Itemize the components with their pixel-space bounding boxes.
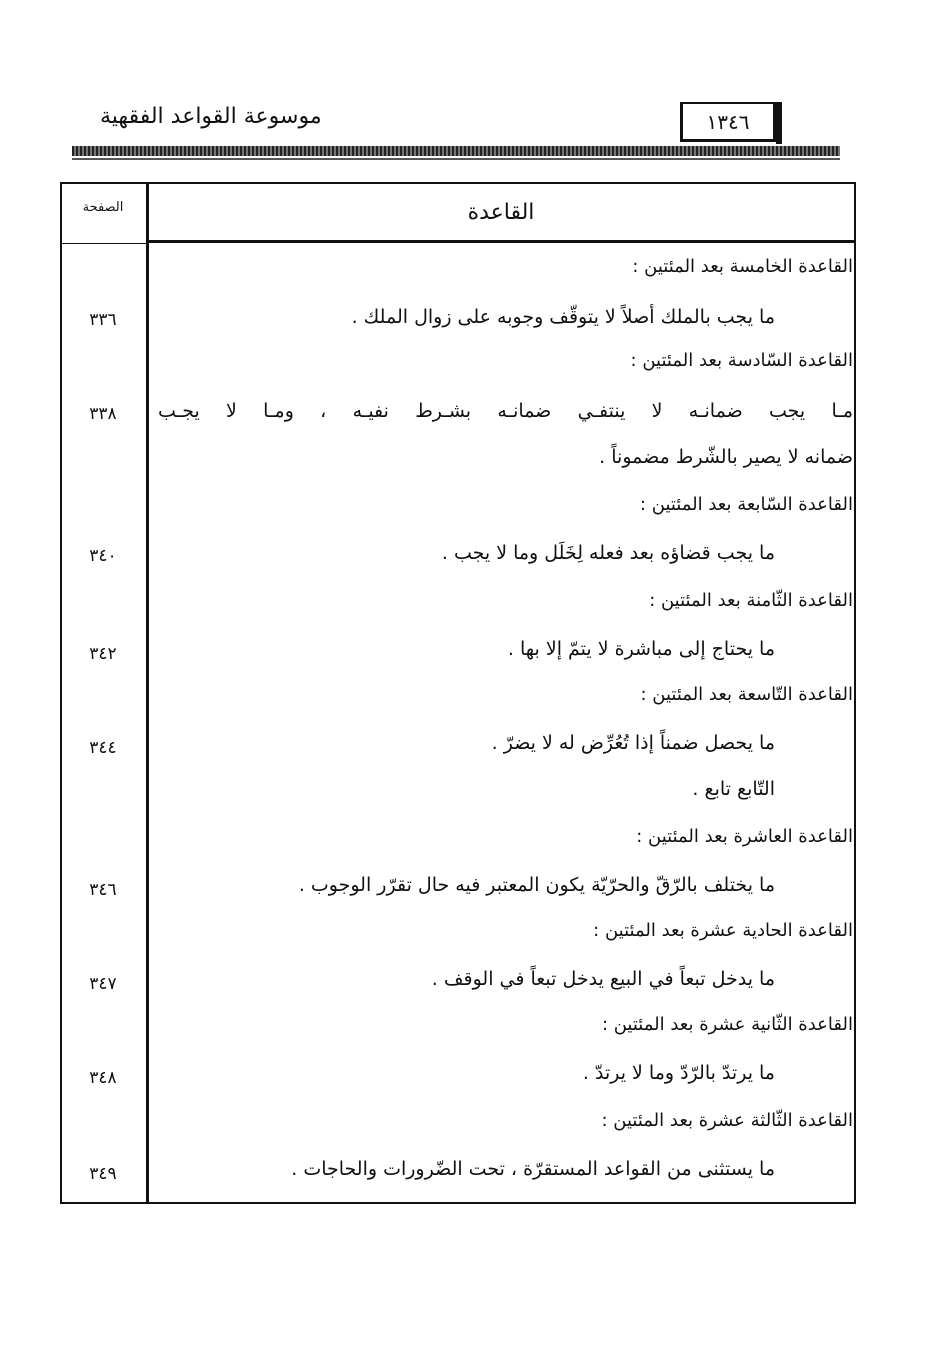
book-title: موسوعة القواعد الفقهية bbox=[100, 104, 322, 129]
rule-heading: القاعدة الثّالثة عشرة بعد المئتين : bbox=[601, 1110, 853, 1131]
page-ref: ٣٤٩ bbox=[89, 1164, 117, 1184]
rule-text: ما يختلف بالرّقّ والحرّيّة يكون المعتبر فيه حال تقرّر الوجوب . bbox=[298, 874, 775, 896]
header-rule bbox=[72, 146, 840, 156]
rule-heading: القاعدة العاشرة بعد المئتين : bbox=[636, 826, 853, 847]
page-column-header: الصفحة bbox=[82, 200, 124, 215]
page-ref: ٣٤٧ bbox=[89, 974, 117, 994]
page-ref: ٣٤٦ bbox=[89, 880, 117, 900]
page-ref: ٣٤٠ bbox=[89, 546, 117, 566]
rule-heading: القاعدة الثّامنة بعد المئتين : bbox=[649, 590, 853, 611]
rule-text: ما يجب بالملك أصلاً لا يتوقّف وجوبه على زوال الملك . bbox=[351, 306, 775, 328]
page-ref: ٣٣٨ bbox=[89, 404, 117, 424]
rule-text: ما يحصل ضمناً إذا تُعُرِّض له لا يضرّ . bbox=[491, 732, 775, 754]
page-ref: ٣٤٤ bbox=[89, 738, 117, 758]
rule-text: ما يستثنى من القواعد المستقرّة ، تحت الضّرورات والحاجات . bbox=[291, 1158, 775, 1180]
rule-text: ما يدخل تبعاً في البيع يدخل تبعاً في الوقف . bbox=[431, 968, 775, 990]
rule-text: ما يرتدّ بالرّدّ وما لا يرتدّ . bbox=[582, 1062, 775, 1084]
rule-text: مـا يجب ضمانـه لا ينتفـي ضمانـه بشـرط نفيـه ، ومـا لا يجـب bbox=[158, 400, 853, 422]
rule-text-continued: ضمانه لا يصير بالشّرط مضموناً . bbox=[599, 446, 853, 468]
rule-text: ما يحتاج إلى مباشرة لا يتمّ إلا بها . bbox=[507, 638, 775, 660]
rule-text: التّابع تابع . bbox=[692, 778, 775, 800]
rule-heading: القاعدة الحادية عشرة بعد المئتين : bbox=[593, 920, 853, 941]
rule-heading: القاعدة التّاسعة بعد المئتين : bbox=[640, 684, 853, 705]
rule-heading: القاعدة السّابعة بعد المئتين : bbox=[639, 494, 853, 515]
rule-heading: القاعدة السّادسة بعد المئتين : bbox=[630, 350, 853, 371]
page-ref: ٣٣٦ bbox=[89, 310, 117, 330]
page-number: ١٣٤٦ bbox=[680, 102, 776, 142]
page-ref: ٣٤٢ bbox=[89, 644, 117, 664]
column-divider bbox=[146, 182, 149, 1204]
rule-heading: القاعدة الخامسة بعد المئتين : bbox=[632, 256, 853, 277]
rule-column-header: القاعدة bbox=[467, 199, 535, 225]
page-number-shadow bbox=[776, 102, 782, 144]
page-column-header-rule bbox=[60, 243, 148, 244]
page-ref: ٣٤٨ bbox=[89, 1068, 117, 1088]
header-rule-thin bbox=[72, 158, 840, 160]
rule-heading: القاعدة الثّانية عشرة بعد المئتين : bbox=[601, 1014, 853, 1035]
rule-text: ما يجب قضاؤه بعد فعله لِخَلَل وما لا يجب . bbox=[441, 542, 775, 564]
